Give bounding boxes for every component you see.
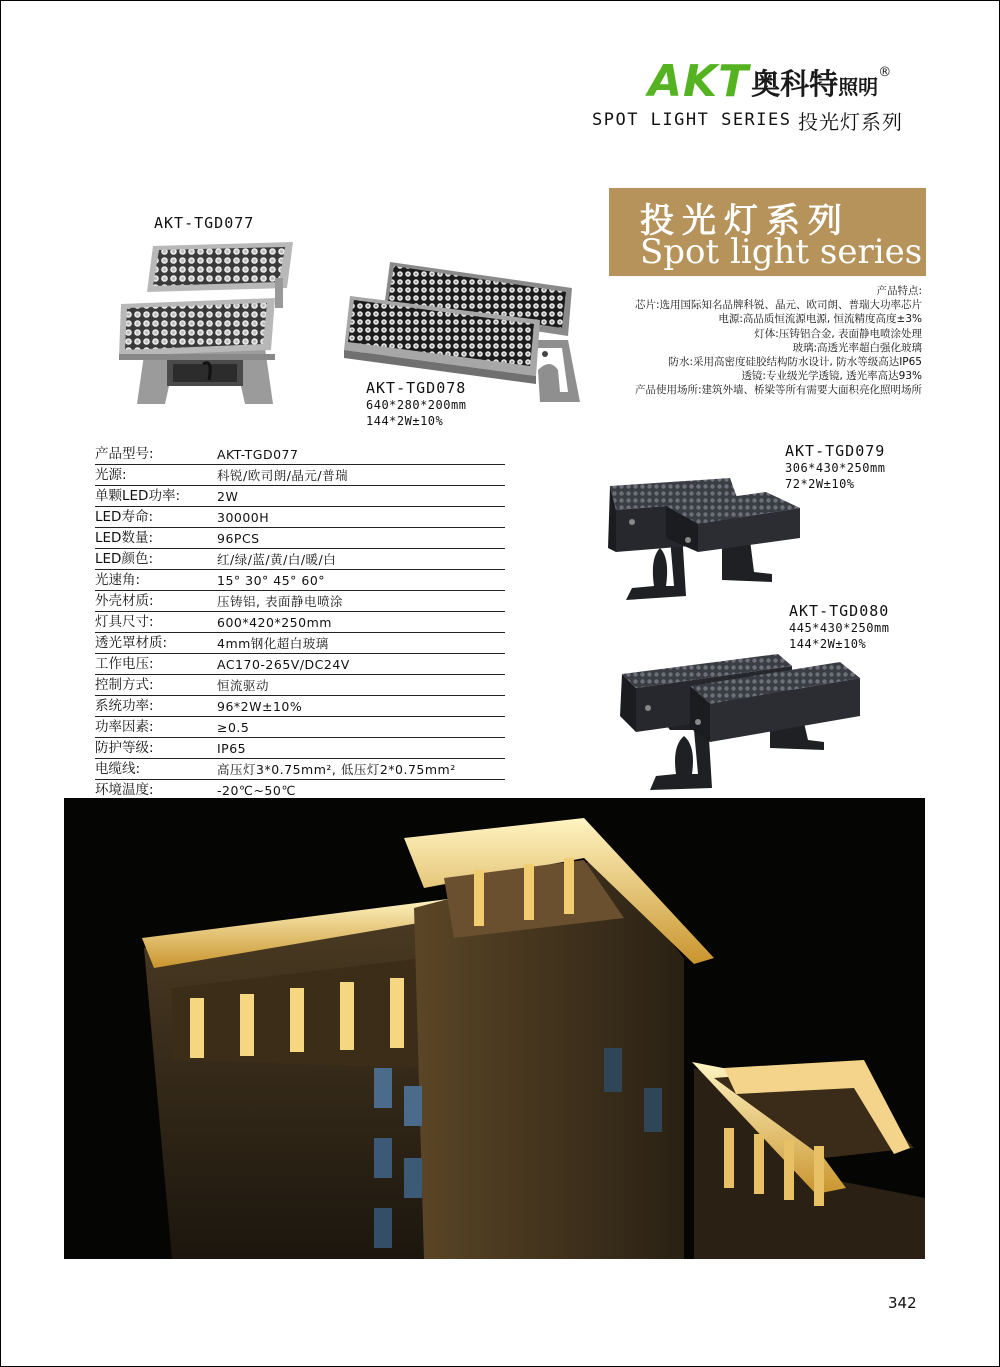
- model-name: AKT-TGD077: [154, 214, 255, 232]
- spec-label: 单颗LED功率:: [95, 488, 180, 504]
- feature-item: 电源:高品质恒流源电源, 恒流精度高度±3%: [718, 313, 922, 326]
- model-name: AKT-TGD079: [785, 442, 886, 460]
- spec-row: [95, 612, 505, 633]
- feature-item: 灯体:压铸铝合金, 表面静电喷涂处理: [754, 327, 922, 340]
- spec-value: 压铸铝, 表面静电喷涂: [217, 594, 343, 609]
- spec-label: LED颜色:: [95, 551, 153, 567]
- spec-value: AKT-TGD077: [217, 447, 299, 462]
- building-night-photo: [64, 798, 925, 1259]
- spec-label: 控制方式:: [95, 677, 154, 693]
- spec-row: [95, 507, 505, 528]
- spec-value: IP65: [217, 741, 247, 756]
- registered-mark: ®: [878, 65, 892, 80]
- spec-value: 15° 30° 45° 60°: [217, 573, 326, 588]
- spec-row: [95, 549, 505, 570]
- spec-value: 恒流驱动: [217, 678, 270, 693]
- spec-row: [95, 591, 505, 612]
- spec-label: 系统功率:: [95, 698, 154, 714]
- spec-label: 透光罩材质:: [95, 635, 168, 651]
- feature-item: 透镜:专业级光学透镜, 透光率高达93%: [741, 370, 922, 383]
- model-size: 306*430*250mm: [785, 461, 886, 475]
- spec-row: [95, 759, 505, 780]
- model-power: 72*2W±10%: [785, 477, 855, 491]
- series-title-en: SPOT LIGHT SERIES: [592, 110, 792, 130]
- spec-row: [95, 633, 505, 654]
- model-label-tgd080: [789, 602, 889, 652]
- spec-row: [95, 717, 505, 738]
- spec-label: 灯具尺寸:: [95, 614, 154, 630]
- model-size: 640*280*200mm: [366, 398, 467, 412]
- spec-value: 96PCS: [217, 531, 260, 546]
- spec-label: 光速角:: [95, 572, 141, 588]
- spec-row: [95, 570, 505, 591]
- logo-chinese-suffix: 照明: [838, 75, 879, 99]
- spec-value: 30000H: [217, 510, 270, 525]
- spec-value: 2W: [217, 489, 239, 504]
- model-name: AKT-TGD078: [366, 379, 467, 397]
- spec-value: 科锐/欧司朗/晶元/普瑞: [217, 468, 349, 483]
- spec-value: 红/绿/蓝/黄/白/暖/白: [217, 552, 337, 567]
- spec-row: [95, 444, 505, 465]
- spec-value: -20℃~50℃: [217, 783, 296, 798]
- building-illustration: [64, 798, 925, 1259]
- spec-row: [95, 528, 505, 549]
- series-title-cn: 投光灯系列: [798, 110, 903, 134]
- model-name: AKT-TGD080: [789, 602, 890, 620]
- spec-label: 电缆线:: [95, 761, 141, 777]
- feature-item: 防水:采用高密度硅胶结构防水设计, 防水等级高达IP65: [668, 356, 922, 369]
- product-image-tgd080: [618, 650, 863, 792]
- product-image-tgd077: [115, 238, 295, 408]
- model-size: 445*430*250mm: [789, 621, 890, 635]
- spec-row: [95, 675, 505, 696]
- model-label-tgd077: [154, 214, 254, 232]
- spec-label: 产品型号:: [95, 446, 154, 462]
- spec-row: [95, 486, 505, 507]
- spec-label: LED寿命:: [95, 509, 153, 525]
- feature-item: 玻璃:高透光率超白强化玻璃: [792, 341, 922, 354]
- product-features: [635, 284, 922, 398]
- spec-table: [95, 444, 505, 801]
- spec-row: [95, 738, 505, 759]
- spec-label: 防护等级:: [95, 740, 154, 756]
- feature-item: 芯片:选用国际知名品牌科锐、晶元、欧司朗、普瑞大功率芯片: [634, 299, 922, 312]
- spec-label: 光源:: [95, 467, 127, 483]
- feature-item: 产品使用场所:建筑外墙、桥梁等所有需要大面积亮化照明场所: [634, 384, 922, 397]
- spec-value: ≥0.5: [217, 720, 250, 735]
- spec-row: [95, 465, 505, 486]
- model-power: 144*2W±10%: [789, 637, 867, 651]
- product-image-tgd079: [604, 476, 804, 604]
- spec-value: AC170-265V/DC24V: [217, 657, 350, 672]
- spec-label: LED数量:: [95, 530, 153, 546]
- spec-value: 96*2W±10%: [217, 699, 303, 714]
- logo-chinese-name: 奥科特: [751, 67, 839, 101]
- spec-row: [95, 654, 505, 675]
- page-number: 342: [888, 1294, 917, 1312]
- model-power: 144*2W±10%: [366, 414, 444, 428]
- features-heading: 产品特点:: [876, 285, 922, 297]
- model-label-tgd078: [366, 379, 466, 429]
- spec-value: 600*420*250mm: [217, 615, 332, 630]
- spec-label: 环境温度:: [95, 782, 154, 798]
- logo-akt: AKT: [648, 56, 750, 107]
- banner-title-en: Spot light series: [640, 232, 923, 272]
- spec-value: 4mm钢化超白玻璃: [217, 636, 329, 651]
- spec-label: 功率因素:: [95, 719, 154, 735]
- banner-title-cn: 投光灯系列: [640, 201, 850, 241]
- spec-label: 工作电压:: [95, 656, 154, 672]
- spec-label: 外壳材质:: [95, 593, 154, 609]
- brand-logo: [648, 56, 892, 107]
- spec-row: [95, 696, 505, 717]
- spec-value: 高压灯3*0.75mm², 低压灯2*0.75mm²: [217, 762, 456, 777]
